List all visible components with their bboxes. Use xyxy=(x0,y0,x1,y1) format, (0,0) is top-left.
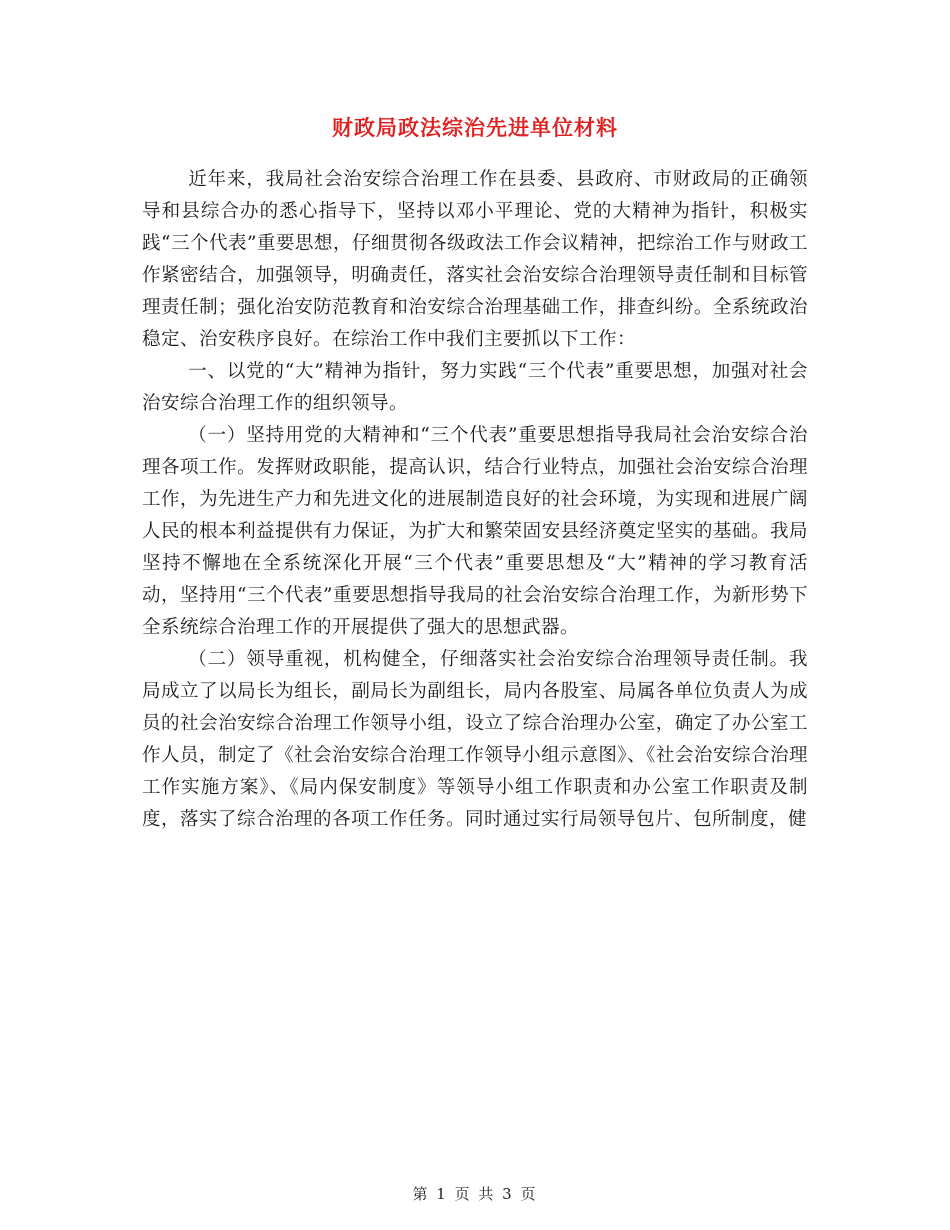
document-body xyxy=(142,164,808,836)
paragraph-section-one: 一、以党的“大”精神为指针，努力实践“三个代表”重要思想，加强对社会治安综合治理工作的组织领导。 xyxy=(142,361,808,414)
page-number-footer: 第 1 页 共 3 页 xyxy=(412,1185,538,1203)
document-title: 财政局政法综治先进单位材料 xyxy=(332,116,618,140)
paragraph-subsection-two: （二）领导重视，机构健全，仔细落实社会治安综合治理领导责任制。我局成立了以局长为组长，副局长为副组长，局内各股室、局属各单位负责人为成员的社会治安综合治理工作领导小组，设立了综合治理办公室，确定了办公室工作人员，制定了《社会治安综合治理工作领导小组示意图》、《社会治安综合治理工作实施方案》、《局内保安制度》等领导小组工作职责和办公室工作职责及制度，落实了综合治理的各项工作任务。同时通过实行局领导包片、包所制度，健 xyxy=(142,649,808,830)
paragraph-subsection-one: （一）坚持用党的大精神和“三个代表”重要思想指导我局社会治安综合治理各项工作。发挥财政职能，提高认识，结合行业特点，加强社会治安综合治理工作，为先进生产力和先进文化的进展制造良好的社会环境，为实现和进展广阔人民的根本利益提供有力保证，为扩大和繁荣固安县经济奠定坚实的基础。我局坚持不懈地在全系统深化开展“三个代表”重要思想及“大”精神的学习教育活动，坚持用“三个代表”重要思想指导我局的社会治安综合治理工作，为新形势下全系统综合治理工作的开展提供了强大的思想武器。 xyxy=(142,425,808,638)
paragraph-intro: 近年来，我局社会治安综合治理工作在县委、县政府、市财政局的正确领导和县综合办的悉心指导下，坚持以邓小平理论、党的大精神为指针，积极实践“三个代表”重要思想，仔细贯彻各级政法工作会议精神，把综治工作与财政工作紧密结合，加强领导，明确责任，落实社会治安综合治理领导责任制和目标管理责任制；强化治安防范教育和治安综合治理基础工作，排查纠纷。全系统政治稳定、治安秩序良好。在综治工作中我们主要抓以下工作： xyxy=(142,169,808,350)
